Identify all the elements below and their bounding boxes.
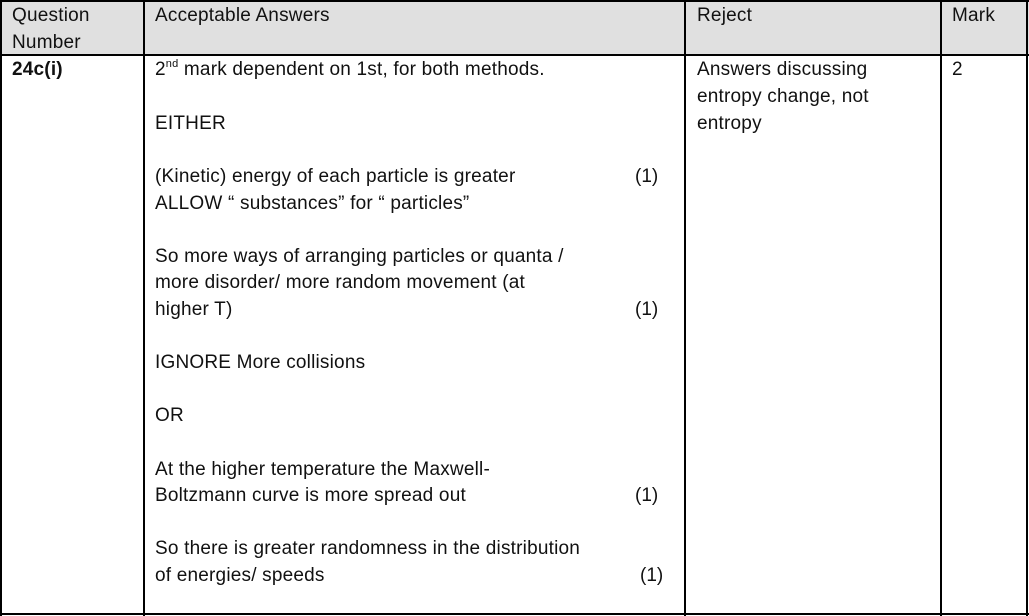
column-divider: [143, 0, 145, 616]
reject-line-2: entropy change, not: [697, 86, 869, 107]
header-acceptable-answers: Acceptable Answers: [155, 5, 330, 26]
mark-value: 2: [952, 59, 963, 80]
reject-line-1: Answers discussing: [697, 59, 868, 80]
so-more-line-3: higher T): [155, 299, 233, 320]
maxwell-line-2: Boltzmann curve is more spread out: [155, 485, 466, 506]
ignore-line: IGNORE More collisions: [155, 352, 366, 373]
question-number: 24c(i): [12, 59, 63, 80]
allow-line: ALLOW “ substances” for “ particles”: [155, 193, 470, 214]
so-more-line-1: So more ways of arranging particles or quanta /: [155, 246, 564, 267]
kinetic-mark: (1): [635, 166, 659, 187]
table-border-bottom: [0, 613, 1029, 615]
or-label: OR: [155, 405, 184, 426]
header-question-number: Question Number: [12, 5, 90, 53]
randomness-mark: (1): [640, 565, 664, 586]
kinetic-line: (Kinetic) energy of each particle is greater: [155, 166, 516, 187]
so-more-mark: (1): [635, 299, 659, 320]
maxwell-line-1: At the higher temperature the Maxwell-: [155, 459, 490, 480]
column-divider: [940, 0, 942, 616]
so-more-line-2: more disorder/ more random movement (at: [155, 272, 525, 293]
header-mark: Mark: [952, 5, 996, 26]
randomness-line-1: So there is greater randomness in the distribution: [155, 538, 581, 559]
column-divider: [0, 0, 2, 616]
maxwell-mark: (1): [635, 485, 659, 506]
reject-line-3: entropy: [697, 113, 762, 134]
intro-line: 2nd mark dependent on 1st, for both methods.: [155, 57, 545, 80]
column-divider: [684, 0, 686, 616]
header-reject: Reject: [697, 5, 753, 26]
column-divider: [1026, 0, 1028, 616]
either-label: EITHER: [155, 113, 226, 134]
randomness-line-2: of energies/ speeds: [155, 565, 325, 586]
